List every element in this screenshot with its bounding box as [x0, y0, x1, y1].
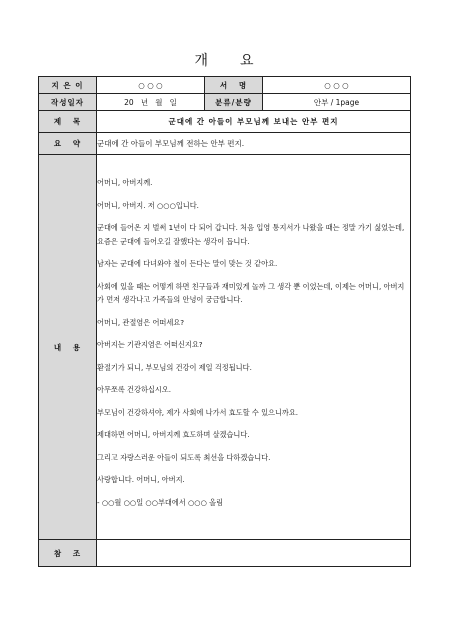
- signature-value: ○ ○ ○: [263, 77, 411, 94]
- date-value: 20 년 월 일: [97, 94, 205, 111]
- content-body: [97, 155, 411, 540]
- letter-paragraph: 아버지는 기관지염은 어떠신지요?: [97, 340, 203, 349]
- author-row: [39, 77, 411, 94]
- summary-label: 요 약: [39, 133, 97, 155]
- date-label: 작성일자: [39, 94, 97, 111]
- letter-paragraph: 어머니, 아버지께.: [97, 178, 153, 187]
- letter-paragraph: 아무쪼록 건강하십시오.: [97, 385, 172, 394]
- overview-form-table: [38, 76, 411, 567]
- letter-paragraph: 환절기가 되니, 부모님의 건강이 제일 걱정됩니다.: [97, 362, 252, 372]
- author-value: ○ ○ ○: [97, 77, 205, 94]
- subject-label: 제 목: [39, 111, 97, 133]
- content-label: 내 용: [39, 155, 97, 540]
- date-row: [39, 94, 411, 111]
- page-title: [0, 50, 450, 70]
- letter-paragraph: 남자는 군대에 다녀와야 철이 든다는 말이 맞는 것 같아요.: [97, 259, 278, 268]
- category-value: 안부 / 1page: [263, 94, 411, 111]
- letter-paragraph: 군대에 들어온 지 벌써 1년이 다 되어 갑니다. 처음 입영 통지서가 나왔을 때는 정말 가기 싫었는데, 요즘은 군대에 들어오길 잘했다는 생각이 듭니다.: [97, 223, 405, 246]
- reference-row: [39, 540, 411, 567]
- summary-row: [39, 133, 411, 155]
- letter-paragraph: 사회에 있을 때는 어떻게 하면 친구들과 재미있게 놀까 그 생각 뿐 이었는데, 이제는 어머니, 아버지가 먼저 생각나고 가족들의 안녕이 궁금합니다.: [97, 281, 405, 304]
- title-left: 개: [194, 53, 210, 69]
- letter-paragraph: 그리고 자랑스러운 아들이 되도록 최선을 다하겠습니다.: [97, 452, 271, 462]
- letter-paragraph: 제대하면 어머니, 아버지께 효도하며 살겠습니다.: [97, 430, 250, 439]
- letter-signoff: - ○○월 ○○일 ○○부대에서 ○○○ 올림: [97, 497, 224, 507]
- letter-paragraph: 어머니, 아버지. 저 ○○○입니다.: [97, 200, 199, 210]
- content-row: [39, 155, 411, 540]
- title-right: 요: [240, 53, 256, 69]
- author-label: 지 은 이: [39, 77, 97, 94]
- summary-value: 군대에 간 아들이 부모님께 전하는 안부 편지.: [97, 133, 411, 155]
- subject-value: 군대에 간 아들이 부모님께 보내는 안부 편지: [97, 111, 411, 133]
- subject-row: [39, 111, 411, 133]
- letter-paragraph: 어머니, 관절염은 어떠세요?: [97, 317, 185, 327]
- category-label: 분류/분량: [205, 94, 263, 111]
- reference-value: [97, 540, 411, 567]
- reference-label: 참 조: [39, 540, 97, 567]
- letter-paragraph: 부모님이 건강하셔야, 제가 사회에 나가서 효도할 수 있으니까요.: [97, 407, 299, 417]
- signature-label: 서 명: [205, 77, 263, 94]
- letter-paragraph: 사랑합니다. 어머니, 아버지.: [97, 475, 185, 484]
